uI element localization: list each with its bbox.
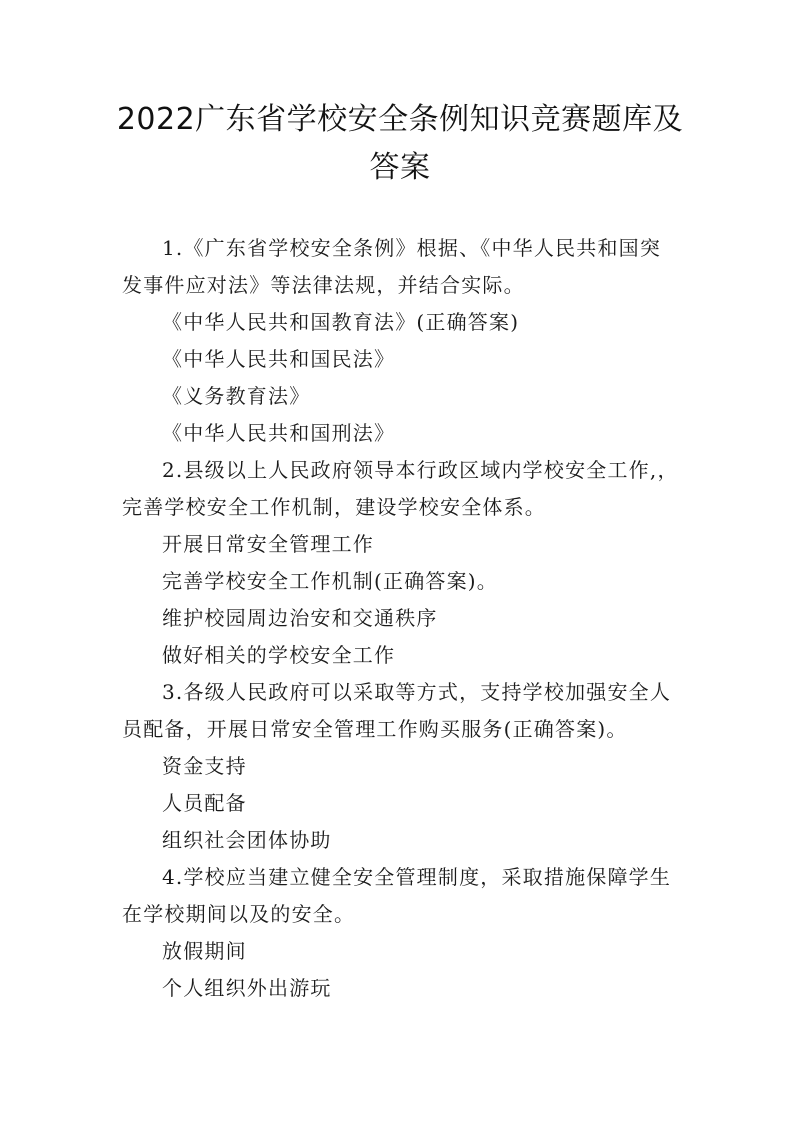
question-1-option-3: 《义务教育法》	[162, 384, 311, 408]
question-1-option-4: 《中华人民共和国刑法》	[162, 421, 396, 445]
question-2-text-line-2: 完善学校安全工作机制，建设学校安全体系。	[122, 495, 546, 519]
question-1-text-line-2: 发事件应对法》等法律法规，并结合实际。	[122, 273, 525, 297]
question-1	[122, 230, 692, 452]
question-4-option-2: 个人组织外出游玩	[162, 976, 332, 1000]
question-3-option-1: 资金支持	[162, 754, 247, 778]
question-3-text-line-1: 3.各级人民政府可以采取等方式，支持学校加强安全人	[162, 680, 672, 704]
question-4-option-1: 放假期间	[162, 939, 247, 963]
title-line-2: 答案	[369, 150, 431, 185]
title-line-1: 2022广东省学校安全条例知识竞赛题库及	[116, 102, 684, 137]
question-3-text-line-2: 员配备，开展日常安全管理工作购买服务(正确答案)。	[122, 717, 628, 741]
question-2-option-2: 完善学校安全工作机制(正确答案)。	[162, 569, 499, 593]
question-3	[122, 674, 692, 859]
question-4-text-line-1: 4.学校应当建立健全安全管理制度，采取措施保障学生	[162, 865, 672, 889]
document-body	[122, 230, 692, 1007]
question-1-option-1: 《中华人民共和国教育法》(正确答案)	[162, 310, 520, 334]
question-4	[122, 859, 692, 1007]
question-2-option-3: 维护校园周边治安和交通秩序	[162, 606, 438, 630]
question-1-text-line-1: 1.《广东省学校安全条例》根据、《中华人民共和国突	[162, 236, 662, 260]
question-2-option-4: 做好相关的学校安全工作	[162, 643, 396, 667]
question-3-option-2: 人员配备	[162, 791, 247, 815]
question-2	[122, 452, 692, 674]
question-1-option-2: 《中华人民共和国民法》	[162, 347, 396, 371]
question-3-option-3: 组织社会团体协助	[162, 828, 332, 852]
question-2-text-line-1: 2.县级以上人民政府领导本行政区域内学校安全工作,，	[162, 458, 679, 482]
question-2-option-1: 开展日常安全管理工作	[162, 532, 374, 556]
document-title	[100, 96, 700, 192]
question-4-text-line-2: 在学校期间以及的安全。	[122, 902, 356, 926]
